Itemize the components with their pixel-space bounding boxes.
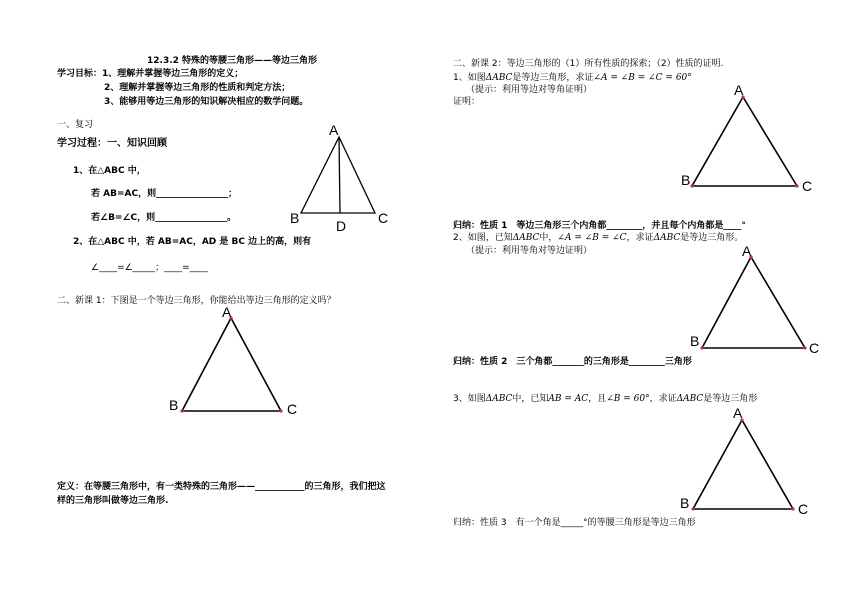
vertex-label-a: A: [329, 122, 339, 138]
learning-goal-1: 学习目标：1、理解并掌握等边三角形的定义；: [57, 69, 244, 79]
equilateral-triangle-prop3: [693, 420, 793, 509]
vertex-label-a: A: [742, 243, 752, 259]
section-review-heading: 一、复习: [57, 120, 94, 130]
hint-2: （提示：利用等角对等边证明）: [466, 246, 593, 256]
isosceles-triangle-abd: [301, 137, 375, 213]
vertex-label-a: A: [733, 405, 743, 421]
equilateral-triangle-prop2: [702, 257, 805, 348]
vertex-label-c: C: [378, 210, 389, 226]
property-3: 归纳：性质 3 有一个角是_____°的等腰三角形是等边三角形: [453, 518, 696, 528]
learning-goal-2: 2、理解并掌握等边三角形的性质和判定方法；: [104, 83, 291, 93]
vertex-label-a: A: [222, 304, 232, 320]
question-1: 1、在△ABC 中，: [73, 166, 146, 176]
vertex-dots: [180, 95, 806, 510]
proof-label: 证明：: [453, 97, 481, 107]
vertex-label-b: B: [690, 333, 700, 349]
property-1: 归纳：性质 1 等边三角形三个内角都________，并且每个内角都是____°: [453, 221, 746, 231]
problem-1: 1、如图ΔABC是等边三角形，求证∠A = ∠B = ∠C = 60°: [453, 73, 692, 83]
definition-line-2: 样的三角形叫做等边三角形.: [57, 496, 169, 506]
definition-line-1: 定义：在等腰三角形中，有一类特殊的三角形——___________的三角形，我们把这: [57, 482, 386, 492]
learning-process-heading: 学习过程：一、知识回顾: [57, 138, 167, 149]
question-2-blanks: ∠____=∠_____；____=____: [91, 263, 208, 273]
vertex-label-b: B: [680, 495, 690, 511]
vertex-label-c: C: [287, 401, 298, 417]
page-title: 12.3.2 特殊的等腰三角形——等边三角形: [147, 56, 318, 66]
equilateral-triangle-new1: [182, 318, 281, 411]
new-lesson-1: 二、新课 1：下图是一个等边三角形，你能给出等边三角形的定义吗？: [57, 296, 336, 306]
vertex-label-b: B: [290, 210, 300, 226]
vertex-label-a: A: [734, 82, 744, 98]
hint-1: （提示：利用等边对等角证明）: [466, 85, 593, 95]
equilateral-triangle-prop1: [692, 97, 797, 186]
vertex-label-c: C: [802, 178, 813, 194]
learning-goal-3: 3、能够用等边三角形的知识解决相应的数学问题。: [104, 97, 309, 107]
vertex-label-c: C: [798, 501, 809, 517]
question-1a: 若 AB=AC，则________________；: [91, 189, 238, 199]
new-lesson-2: 二、新课 2：等边三角形的（1）所有性质的探索；（2）性质的证明.: [453, 59, 724, 69]
problem-3: 3、如图ΔABC中，已知AB = AC，且∠B = 60°，求证ΔABC是等边三角形: [453, 394, 758, 404]
vertex-label-c: C: [809, 340, 820, 356]
vertex-label-b: B: [681, 172, 691, 188]
question-1b: 若∠B=∠C，则________________。: [91, 213, 237, 223]
vertex-label-b: B: [169, 397, 179, 413]
property-2: 归纳：性质 2 三个角都_______的三角形是________三角形: [453, 357, 692, 367]
problem-2: 2、如图，已知ΔABC中，∠A = ∠B = ∠C，求证ΔABC是等边三角形。: [453, 233, 744, 243]
question-2: 2、在△ABC 中，若 AB=AC，AD 是 BC 边上的高，则有: [73, 237, 312, 247]
vertex-label-d: D: [336, 218, 347, 234]
